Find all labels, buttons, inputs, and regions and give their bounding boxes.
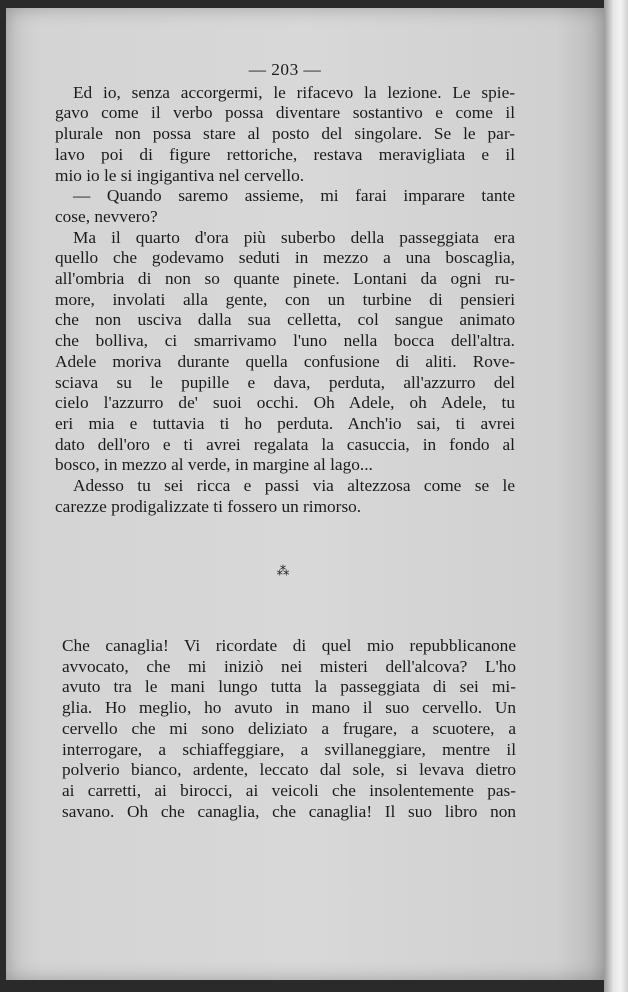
paragraph — [62, 636, 516, 822]
text-line: avvocato, che mi iniziò nei misteri dell'alcova? L'ho — [62, 656, 516, 676]
text-line: glia. Ho meglio, ho avuto in mano il suo cervello. Un — [62, 698, 516, 718]
paragraph — [55, 476, 515, 517]
paragraph — [55, 186, 515, 227]
page-text — [55, 60, 515, 517]
section-text — [62, 636, 516, 822]
text-line: all'ombria di non so quante pinete. Lontani da ogni ru- — [55, 269, 515, 289]
text-line: Che canaglia! Vi ricordate di quel mio repubblicanone — [62, 636, 516, 655]
text-line: bosco, in mezzo al verde, in margine al lago... — [55, 455, 373, 475]
text-line: eri mia e tuttavia ti ho perduta. Anch'io sai, ti avrei — [55, 413, 515, 433]
text-line: sciava su le pupille e dava, perduta, all'azzurro del — [55, 372, 515, 392]
text-line: cose, nevvero? — [55, 206, 158, 226]
text-line: mio io le si ingigantiva nel cervello. — [55, 165, 305, 185]
text-line: avuto tra le mani lungo tutta la passeggiata di sei mi- — [62, 677, 516, 697]
page-number: — 203 — — [248, 60, 322, 79]
text-line: — Quando saremo assieme, mi farai imparare tante — [73, 186, 515, 206]
text-line: interrogare, a schiaffeggiare, a svillaneggiare, mentre il — [62, 739, 516, 759]
text-line: ai carretti, ai birocci, ai veicoli che insolentemente pas- — [62, 780, 516, 800]
text-line: cielo l'azzurro de' suoi occhi. Oh Adele, oh Adele, tu — [55, 393, 515, 413]
page-edge — [604, 0, 628, 992]
asterism-divider: ⁂ — [276, 563, 290, 578]
text-line: plurale non possa stare al posto del singolare. Se le par- — [55, 124, 515, 144]
text-line: lavo poi di figure rettoriche, restava meravigliata e il — [55, 144, 515, 164]
text-line: quello che godevamo seduti in mezzo a una boscaglia, — [55, 248, 515, 268]
text-line: gavo come il verbo possa diventare sostantivo e come il — [55, 103, 515, 123]
text-line: Adele moriva durante quella confusione di aliti. Rove- — [55, 351, 515, 371]
text-line: cervello che mi sono deliziato a frugare, a scuotere, a — [62, 718, 516, 738]
text-line: Ed io, senza accorgermi, le rifacevo la lezione. Le spie- — [73, 82, 515, 102]
text-line: more, involati alla gente, con un turbine di pensieri — [55, 289, 515, 309]
paragraph — [55, 83, 515, 187]
text-line: Ma il quarto d'ora più suberbo della passeggiata era — [73, 227, 515, 247]
text-line: Adesso tu sei ricca e passi via altezzosa come se le — [73, 476, 515, 496]
text-line: polverio bianco, ardente, leccato dal sole, si levava dietro — [62, 760, 516, 780]
text-line: che bolliva, ci smarrivamo l'uno nella bocca dell'altra. — [55, 331, 515, 351]
paragraph — [55, 228, 515, 476]
text-line: dato dell'oro e ti avrei regalata la casuccia, in fondo al — [55, 434, 515, 454]
text-line: carezze prodigalizzate ti fossero un rimorso. — [55, 496, 362, 516]
text-line: savano. Oh che canaglia, che canaglia! Il suo libro non — [62, 801, 516, 821]
text-line: che non usciva dalla sua celletta, col sangue animato — [55, 310, 515, 330]
